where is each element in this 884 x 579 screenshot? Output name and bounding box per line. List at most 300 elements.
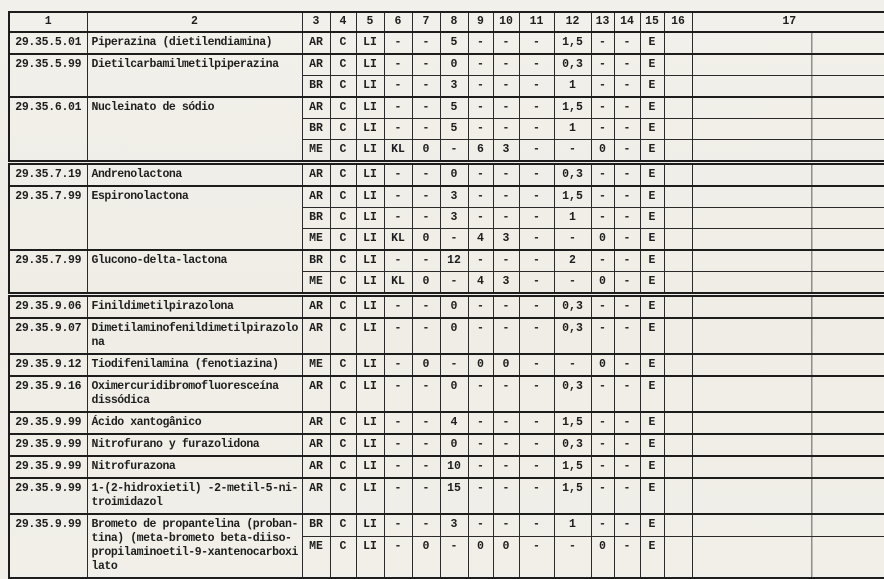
value-cell: - [554, 229, 591, 251]
value-cell: 2 [554, 250, 591, 272]
value-cell: LI [356, 208, 384, 229]
value-cell: 0,3 [554, 318, 591, 354]
value-cell: AR [302, 376, 330, 412]
name-line: Dietilcarbamilmetilpiperazina [91, 58, 279, 71]
column-header-10: 10 [493, 12, 519, 32]
column-header-16: 16 [664, 12, 692, 32]
value-cell: 3 [440, 208, 468, 229]
value-cell [664, 456, 692, 478]
code-cell: 29.35.5.01 [9, 32, 87, 54]
value-cell: - [519, 354, 554, 376]
name-cell [87, 318, 302, 354]
value-cell: C [330, 54, 356, 76]
column-header-14: 14 [614, 12, 640, 32]
code-cell: 29.35.7.19 [9, 163, 87, 187]
table-row [9, 186, 884, 208]
value-cell: - [412, 163, 440, 187]
value-cell: ME [302, 272, 330, 295]
value-cell [692, 140, 884, 163]
value-cell: - [493, 376, 519, 412]
value-cell: - [591, 208, 614, 229]
value-cell: LI [356, 456, 384, 478]
value-cell: - [384, 318, 412, 354]
value-cell: AR [302, 456, 330, 478]
name-cell [87, 32, 302, 54]
value-cell [664, 208, 692, 229]
name-cell [87, 54, 302, 97]
value-cell: - [412, 295, 440, 319]
value-cell: 0 [440, 318, 468, 354]
column-header-8: 8 [440, 12, 468, 32]
value-cell: - [412, 119, 440, 140]
value-cell: C [330, 163, 356, 187]
value-cell: E [640, 140, 664, 163]
value-cell [692, 186, 884, 208]
name-cell [87, 97, 302, 163]
value-cell [664, 119, 692, 140]
value-cell: - [440, 536, 468, 578]
name-line: Ácido xantogânico [91, 416, 202, 429]
value-cell: 0,3 [554, 376, 591, 412]
table-row [9, 54, 884, 76]
code-cell: 29.35.9.16 [9, 376, 87, 412]
table-row [9, 318, 884, 354]
code-cell: 29.35.9.99 [9, 434, 87, 456]
column-header-4: 4 [330, 12, 356, 32]
value-cell: - [591, 376, 614, 412]
value-cell: - [440, 354, 468, 376]
value-cell: C [330, 514, 356, 536]
value-cell: 0 [591, 536, 614, 578]
value-cell: LI [356, 536, 384, 578]
value-cell: - [412, 456, 440, 478]
value-cell [692, 376, 884, 412]
value-cell: - [440, 272, 468, 295]
value-cell: E [640, 250, 664, 272]
value-cell: - [519, 376, 554, 412]
value-cell: - [493, 456, 519, 478]
value-cell: AR [302, 318, 330, 354]
name-cell [87, 456, 302, 478]
value-cell: - [384, 186, 412, 208]
value-cell: 0 [440, 376, 468, 412]
value-cell: C [330, 208, 356, 229]
value-cell: - [614, 186, 640, 208]
value-cell: - [468, 250, 493, 272]
value-cell: 0 [591, 272, 614, 295]
value-cell: - [493, 434, 519, 456]
column-header-12: 12 [554, 12, 591, 32]
value-cell [692, 163, 884, 187]
name-line: Dimetilaminofenildimetilpirazolo [91, 322, 298, 335]
table-row [9, 163, 884, 187]
value-cell [692, 119, 884, 140]
value-cell: - [591, 76, 614, 98]
code-cell: 29.35.9.99 [9, 412, 87, 434]
table-row [9, 412, 884, 434]
value-cell [664, 318, 692, 354]
value-cell: AR [302, 412, 330, 434]
value-cell [692, 412, 884, 434]
value-cell: - [493, 318, 519, 354]
value-cell: - [519, 536, 554, 578]
value-cell: 4 [468, 229, 493, 251]
value-cell: - [468, 76, 493, 98]
value-cell: - [493, 186, 519, 208]
value-cell: ME [302, 354, 330, 376]
value-cell: LI [356, 295, 384, 319]
table-body [9, 32, 884, 578]
name-line: Nucleinato de sódio [91, 101, 215, 114]
code-cell: 29.35.7.99 [9, 186, 87, 250]
table-row [9, 434, 884, 456]
name-cell [87, 412, 302, 434]
value-cell: E [640, 76, 664, 98]
value-cell: AR [302, 186, 330, 208]
name-line: Finildimetilpirazolona [91, 300, 234, 313]
value-cell [692, 318, 884, 354]
name-cell [87, 354, 302, 376]
value-cell: 1 [554, 208, 591, 229]
value-cell: - [591, 163, 614, 187]
value-cell: E [640, 354, 664, 376]
value-cell: C [330, 354, 356, 376]
value-cell: - [519, 208, 554, 229]
value-cell: 5 [440, 32, 468, 54]
value-cell: BR [302, 76, 330, 98]
value-cell: C [330, 295, 356, 319]
value-cell: - [614, 208, 640, 229]
name-line: lato [91, 560, 118, 573]
value-cell: C [330, 376, 356, 412]
value-cell: - [614, 250, 640, 272]
value-cell: 3 [440, 76, 468, 98]
name-line: troimidazol [91, 496, 163, 509]
value-cell: C [330, 318, 356, 354]
value-cell: - [440, 140, 468, 163]
value-cell: - [384, 514, 412, 536]
value-cell: C [330, 140, 356, 163]
value-cell: - [591, 32, 614, 54]
value-cell: - [519, 119, 554, 140]
value-cell: - [412, 76, 440, 98]
value-cell: E [640, 97, 664, 119]
value-cell: 1,5 [554, 32, 591, 54]
value-cell: - [614, 478, 640, 514]
value-cell: C [330, 119, 356, 140]
value-cell: 0 [468, 354, 493, 376]
table-row [9, 295, 884, 319]
value-cell: - [519, 54, 554, 76]
value-cell: 4 [468, 272, 493, 295]
value-cell: LI [356, 97, 384, 119]
value-cell: LI [356, 376, 384, 412]
name-line: na [91, 336, 105, 349]
value-cell: 0 [591, 354, 614, 376]
value-cell: 0 [591, 229, 614, 251]
value-cell: 15 [440, 478, 468, 514]
value-cell: - [412, 412, 440, 434]
value-cell: AR [302, 32, 330, 54]
name-line: propilaminoetil-9-xantenocarboxi [91, 546, 298, 559]
value-cell [664, 295, 692, 319]
value-cell: E [640, 376, 664, 412]
value-cell: E [640, 318, 664, 354]
name-line: Brometo de propantelina (proban- [91, 518, 298, 531]
value-cell: - [519, 97, 554, 119]
value-cell: 3 [493, 140, 519, 163]
value-cell: - [519, 295, 554, 319]
value-cell [692, 514, 884, 536]
name-line: Piperazina (dietilendiamina) [91, 36, 273, 49]
value-cell: 3 [493, 272, 519, 295]
value-cell [692, 97, 884, 119]
value-cell: - [591, 54, 614, 76]
value-cell: - [468, 514, 493, 536]
value-cell: - [493, 119, 519, 140]
value-cell [664, 186, 692, 208]
value-cell: - [614, 76, 640, 98]
code-cell: 29.35.9.99 [9, 456, 87, 478]
name-cell [87, 478, 302, 514]
value-cell [692, 229, 884, 251]
value-cell: AR [302, 163, 330, 187]
value-cell: AR [302, 478, 330, 514]
name-cell [87, 295, 302, 319]
value-cell: - [614, 295, 640, 319]
value-cell: 3 [440, 186, 468, 208]
value-cell: 3 [440, 514, 468, 536]
value-cell: - [519, 318, 554, 354]
value-cell: - [591, 456, 614, 478]
value-cell: - [614, 354, 640, 376]
name-line: Glucono-delta-lactona [91, 254, 227, 267]
value-cell [664, 478, 692, 514]
value-cell: - [519, 272, 554, 295]
value-cell: 1 [554, 76, 591, 98]
value-cell: - [493, 163, 519, 187]
table-row [9, 250, 884, 272]
value-cell: E [640, 514, 664, 536]
value-cell: - [468, 376, 493, 412]
value-cell: C [330, 478, 356, 514]
value-cell: - [519, 229, 554, 251]
value-cell: - [412, 250, 440, 272]
value-cell [664, 434, 692, 456]
name-line: Espironolactona [91, 190, 189, 203]
value-cell: LI [356, 354, 384, 376]
value-cell: - [412, 318, 440, 354]
value-cell [664, 412, 692, 434]
value-cell: E [640, 208, 664, 229]
value-cell: - [384, 456, 412, 478]
value-cell [664, 229, 692, 251]
value-cell [692, 76, 884, 98]
value-cell: 5 [440, 119, 468, 140]
value-cell: - [591, 186, 614, 208]
value-cell [664, 514, 692, 536]
value-cell [692, 354, 884, 376]
value-cell: - [468, 32, 493, 54]
value-cell: - [468, 434, 493, 456]
value-cell: 4 [440, 412, 468, 434]
value-cell: - [440, 229, 468, 251]
value-cell: LI [356, 76, 384, 98]
code-cell: 29.35.7.99 [9, 250, 87, 295]
value-cell: 1 [554, 514, 591, 536]
header-row [9, 12, 884, 32]
value-cell: 1,5 [554, 412, 591, 434]
value-cell: - [614, 229, 640, 251]
value-cell: E [640, 434, 664, 456]
value-cell: - [468, 119, 493, 140]
value-cell: - [384, 54, 412, 76]
value-cell: - [412, 478, 440, 514]
value-cell: LI [356, 434, 384, 456]
value-cell: - [493, 208, 519, 229]
value-cell: - [614, 32, 640, 54]
value-cell: - [591, 412, 614, 434]
value-cell: 0 [440, 295, 468, 319]
value-cell: E [640, 536, 664, 578]
value-cell: - [591, 434, 614, 456]
value-cell: C [330, 186, 356, 208]
value-cell: E [640, 32, 664, 54]
value-cell: KL [384, 140, 412, 163]
value-cell: - [591, 514, 614, 536]
column-header-7: 7 [412, 12, 440, 32]
value-cell: 0 [412, 536, 440, 578]
value-cell [664, 376, 692, 412]
value-cell [692, 250, 884, 272]
value-cell: - [384, 354, 412, 376]
value-cell: - [468, 478, 493, 514]
value-cell: - [412, 97, 440, 119]
value-cell: - [468, 186, 493, 208]
value-cell: 0 [412, 229, 440, 251]
value-cell: 0 [412, 272, 440, 295]
value-cell: - [614, 536, 640, 578]
value-cell: - [614, 514, 640, 536]
value-cell: - [519, 140, 554, 163]
value-cell: - [493, 54, 519, 76]
value-cell: - [412, 208, 440, 229]
value-cell: - [412, 186, 440, 208]
value-cell: 0 [412, 140, 440, 163]
value-cell: ME [302, 536, 330, 578]
table-header [9, 12, 884, 32]
name-cell [87, 163, 302, 187]
value-cell: 5 [440, 97, 468, 119]
value-cell: - [614, 54, 640, 76]
value-cell: LI [356, 229, 384, 251]
value-cell: - [519, 478, 554, 514]
code-cell: 29.35.9.07 [9, 318, 87, 354]
value-cell: - [384, 97, 412, 119]
value-cell: 0,3 [554, 434, 591, 456]
value-cell: - [519, 186, 554, 208]
value-cell: LI [356, 186, 384, 208]
value-cell: C [330, 97, 356, 119]
value-cell: 0 [440, 54, 468, 76]
column-header-17: 17 [692, 12, 884, 32]
name-line: tina) (meta-brometo beta-diiso- [91, 532, 292, 545]
value-cell: - [519, 76, 554, 98]
table-row [9, 478, 884, 514]
value-cell: 12 [440, 250, 468, 272]
value-cell: ME [302, 140, 330, 163]
column-header-6: 6 [384, 12, 412, 32]
value-cell: BR [302, 119, 330, 140]
value-cell: - [384, 208, 412, 229]
value-cell: - [468, 163, 493, 187]
registry-table [8, 11, 884, 579]
value-cell: - [519, 412, 554, 434]
value-cell: - [468, 54, 493, 76]
value-cell: LI [356, 478, 384, 514]
value-cell: - [554, 272, 591, 295]
value-cell [692, 208, 884, 229]
value-cell: 10 [440, 456, 468, 478]
table-row [9, 354, 884, 376]
value-cell: E [640, 272, 664, 295]
value-cell: - [614, 272, 640, 295]
value-cell: - [614, 119, 640, 140]
value-cell [664, 163, 692, 187]
value-cell [692, 478, 884, 514]
value-cell: - [591, 318, 614, 354]
value-cell: 0 [591, 140, 614, 163]
value-cell: - [519, 32, 554, 54]
name-cell [87, 250, 302, 295]
value-cell: C [330, 229, 356, 251]
value-cell: - [614, 412, 640, 434]
value-cell [692, 272, 884, 295]
value-cell: C [330, 434, 356, 456]
value-cell: - [412, 434, 440, 456]
value-cell: - [591, 97, 614, 119]
value-cell: ME [302, 229, 330, 251]
value-cell: C [330, 250, 356, 272]
value-cell: - [412, 32, 440, 54]
value-cell: - [614, 434, 640, 456]
value-cell: 0 [493, 354, 519, 376]
value-cell: LI [356, 54, 384, 76]
value-cell: LI [356, 318, 384, 354]
value-cell: 0,3 [554, 54, 591, 76]
name-cell [87, 514, 302, 578]
value-cell: E [640, 456, 664, 478]
name-cell [87, 186, 302, 250]
value-cell: LI [356, 412, 384, 434]
value-cell [664, 140, 692, 163]
value-cell: 0,3 [554, 163, 591, 187]
value-cell: - [384, 536, 412, 578]
value-cell: - [614, 456, 640, 478]
value-cell: - [468, 208, 493, 229]
value-cell: - [614, 97, 640, 119]
value-cell [664, 354, 692, 376]
value-cell: - [614, 140, 640, 163]
value-cell: LI [356, 119, 384, 140]
value-cell: - [614, 163, 640, 187]
table-row [9, 32, 884, 54]
table-row [9, 456, 884, 478]
code-cell: 29.35.9.99 [9, 478, 87, 514]
value-cell: BR [302, 208, 330, 229]
value-cell [664, 97, 692, 119]
column-header-1: 1 [9, 12, 87, 32]
